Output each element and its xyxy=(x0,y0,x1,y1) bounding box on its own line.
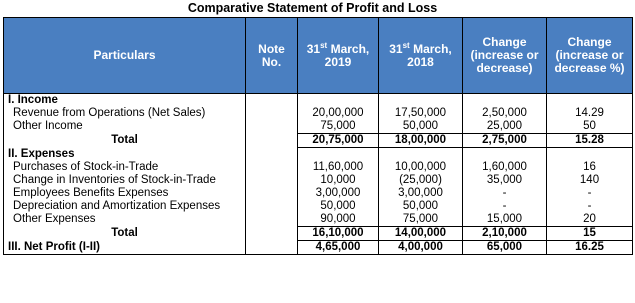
income-heading: I. Income xyxy=(4,94,246,108)
employees-label: Employees Benefits Expenses xyxy=(4,187,246,200)
other-expenses-2018: 75,000 xyxy=(379,213,463,227)
inventories-change: 35,000 xyxy=(463,174,547,187)
inventories-2018: (25,000) xyxy=(379,174,463,187)
inventories-label: Change in Inventories of Stock-in-Trade xyxy=(4,174,246,187)
income-total-row xyxy=(4,134,633,148)
purchases-pct: 16 xyxy=(547,161,633,174)
table-row xyxy=(4,107,633,120)
other-expenses-label: Other Expenses xyxy=(4,213,246,227)
table-row xyxy=(4,187,633,200)
net-profit-change: 65,000 xyxy=(463,241,547,255)
purchases-2018: 10,00,000 xyxy=(379,161,463,174)
expenses-heading: II. Expenses xyxy=(4,148,246,162)
depreciation-pct: - xyxy=(547,200,633,213)
header-change-percent: Change (increase or decrease %) xyxy=(547,18,633,94)
income-total-label: Total xyxy=(4,134,246,148)
header-march-2018: 31st March, 2018 xyxy=(379,18,463,94)
header-row xyxy=(4,18,633,94)
comparative-statement-table xyxy=(3,17,633,255)
other-income-label: Other Income xyxy=(4,120,246,134)
net-profit-2019: 4,65,000 xyxy=(298,241,379,255)
table-row xyxy=(4,161,633,174)
depreciation-change: - xyxy=(463,200,547,213)
purchases-2019: 11,60,000 xyxy=(298,161,379,174)
employees-pct: - xyxy=(547,187,633,200)
employees-2018: 3,00,000 xyxy=(379,187,463,200)
income-total-pct: 15.28 xyxy=(547,134,633,148)
table-row xyxy=(4,174,633,187)
employees-2019: 3,00,000 xyxy=(298,187,379,200)
header-note-no: Note No. xyxy=(246,18,298,94)
other-income-2018: 50,000 xyxy=(379,120,463,134)
net-profit-pct: 16.25 xyxy=(547,241,633,255)
depreciation-label: Depreciation and Amortization Expenses xyxy=(4,200,246,213)
table-row xyxy=(4,213,633,227)
header-change-absolute: Change (increase or decrease) xyxy=(463,18,547,94)
purchases-change: 1,60,000 xyxy=(463,161,547,174)
expenses-total-label: Total xyxy=(4,227,246,241)
statement-title: Comparative Statement of Profit and Loss xyxy=(187,1,438,15)
inventories-2019: 10,000 xyxy=(298,174,379,187)
expenses-total-row xyxy=(4,227,633,241)
net-profit-label: III. Net Profit (I-II) xyxy=(4,241,246,255)
other-income-change: 25,000 xyxy=(463,120,547,134)
purchases-label: Purchases of Stock-in-Trade xyxy=(4,161,246,174)
revenue-pct: 14.29 xyxy=(547,107,633,120)
other-income-2019: 75,000 xyxy=(298,120,379,134)
revenue-change: 2,50,000 xyxy=(463,107,547,120)
income-total-2018: 18,00,000 xyxy=(379,134,463,148)
net-profit-2018: 4,00,000 xyxy=(379,241,463,255)
net-profit-row xyxy=(4,241,633,255)
inventories-pct: 140 xyxy=(547,174,633,187)
table-row xyxy=(4,120,633,134)
other-expenses-change: 15,000 xyxy=(463,213,547,227)
other-expenses-2019: 90,000 xyxy=(298,213,379,227)
income-heading-row xyxy=(4,94,633,108)
revenue-2018: 17,50,000 xyxy=(379,107,463,120)
revenue-2019: 20,00,000 xyxy=(298,107,379,120)
depreciation-2019: 50,000 xyxy=(298,200,379,213)
expenses-total-2019: 16,10,000 xyxy=(298,227,379,241)
expenses-total-2018: 14,00,000 xyxy=(379,227,463,241)
expenses-total-change: 2,10,000 xyxy=(463,227,547,241)
header-march-2019: 31st March, 2019 xyxy=(298,18,379,94)
depreciation-2018: 50,000 xyxy=(379,200,463,213)
revenue-label: Revenue from Operations (Net Sales) xyxy=(4,107,246,120)
table-row xyxy=(4,200,633,213)
other-income-pct: 50 xyxy=(547,120,633,134)
expenses-total-pct: 15 xyxy=(547,227,633,241)
income-total-change: 2,75,000 xyxy=(463,134,547,148)
employees-change: - xyxy=(463,187,547,200)
header-particulars: Particulars xyxy=(4,18,246,94)
expenses-heading-row xyxy=(4,148,633,162)
income-total-2019: 20,75,000 xyxy=(298,134,379,148)
other-expenses-pct: 20 xyxy=(547,213,633,227)
